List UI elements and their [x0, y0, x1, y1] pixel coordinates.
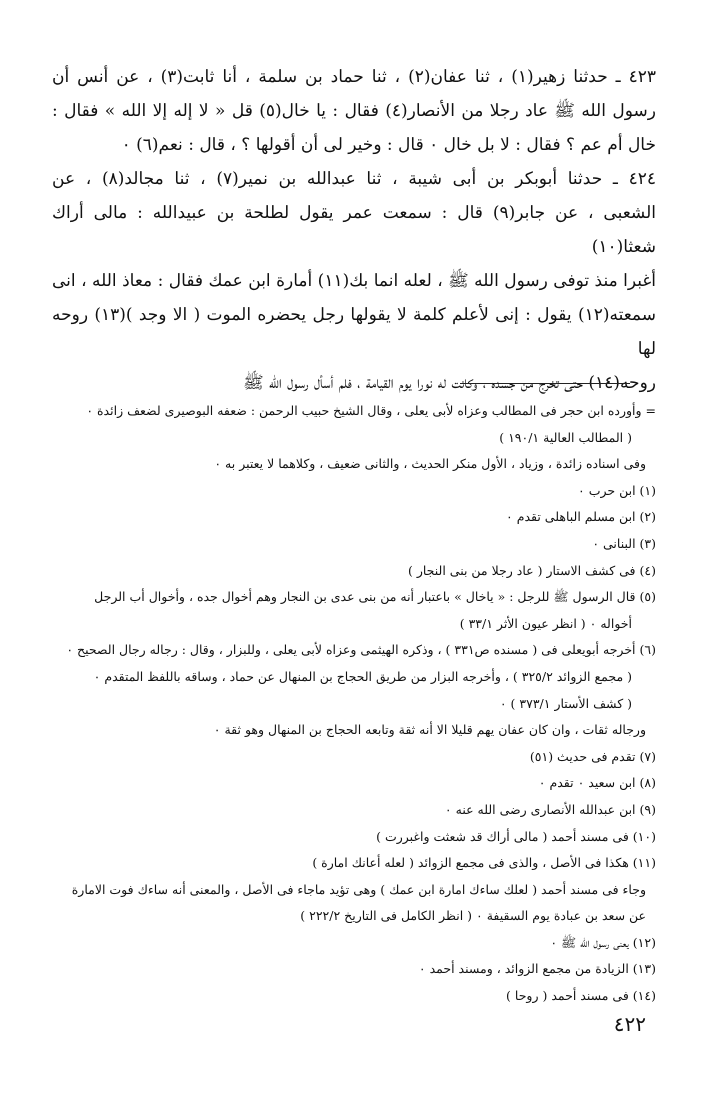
footnote-line: (٢) ابن مسلم الباهلى تقدم ٠ [506, 509, 656, 525]
footnote-line: (٦) أخرجه أبويعلى فى ( مسنده ص٣٣١ ) ، وذكره الهيثمى وعزاه لأبى يعلى ، وللبزار ، وقال : رجاله رجال الصحيح ٠ [66, 642, 656, 658]
footnote-line: أخواله ٠ ( انظر عيون الأثر ٣٣/١ ) [459, 615, 632, 631]
text-line: خال أم عم ؟ فقال : لا بل خال ٠ قال : وخير لى أن أقولها ؟ ، قال : نعم(٦) ٠ [121, 135, 656, 155]
text-line: روحه(١٤) حتى تخرج من جسده ، وكانت له نورا يوم القيامة ، فلم أسأل رسول الله ﷺ [243, 373, 656, 393]
footnote-line: (٨) ابن سعيد ٠ تقدم ٠ [538, 775, 656, 791]
footnote-line: (٣) البنانى ٠ [592, 535, 656, 551]
footnote-line: ( مجمع الزوائد ٣٢٥/٢ ) ، وأخرجه البزار من طريق الحجاج بن المنهال عن حماد ، وساقه باللفظ المتقدم ٠ [93, 668, 632, 684]
hadith-body-text [52, 60, 656, 400]
footnote-separator [460, 383, 630, 384]
footnote-line: وفى اسناده زائدة ، وزياد ، الأول منكر الحديث ، والثانى ضعيف ، وكلاهما لا يعتبر به ٠ [214, 456, 646, 472]
footnote-line: (٧) تقدم فى حديث (٥١) [529, 748, 656, 764]
text-line: ٤٢٤ ـ حدثنا أبوبكر بن أبى شيبة ، ثنا عبدالله بن نمير(٧) ، ثنا مجالد(٨) ، عن [52, 169, 656, 189]
footnote-line: ( كشف الأستار ٣٧٣/١ ) ٠ [499, 695, 632, 711]
footnote-line: (٩) ابن عبدالله الأنصارى رضى الله عنه ٠ [444, 801, 656, 817]
footnote-line: (١١) هكذا فى الأصل ، والذى فى مجمع الزوائد ( لعله أعانك امارة ) [312, 855, 656, 871]
text-line: ٤٢٣ ـ حدثنا زهير(١) ، ثنا عفان(٢) ، ثنا حماد بن سلمة ، أنا ثابت(٣) ، عن أنس أن [52, 67, 656, 87]
footnote-line: (١) ابن حرب ٠ [578, 482, 656, 498]
footnote-line: = وأورده ابن حجر فى المطالب وعزاه لأبى يعلى ، وقال الشيخ حبيب الرحمن : ضعفه البوصيرى لضعف زائدة ٠ [86, 403, 656, 418]
footnote-line: عن سعد بن عبادة يوم السقيفة ٠ ( انظر الكامل فى التاريخ ٢٢٢/٢ ) [300, 908, 646, 924]
footnote-line: (١٤) فى مسند أحمد ( روحا ) [506, 988, 656, 1004]
footnote-line: (١٠) فى مسند أحمد ( مالى أراك قد شعثت واغبررت ) [376, 828, 656, 844]
footnote-line: (٤) فى كشف الاستار ( عاد رجلا من بنى النجار ) [407, 562, 656, 578]
text-line: أغبرا منذ توفى رسول الله ﷺ ، لعله انما بك(١١) أمارة ابن عمك فقال : معاذ الله ، انى [52, 271, 657, 291]
page-number: ٤٢٢ [613, 1012, 646, 1036]
text-line: سمعته(١٢) يقول : إنى لأعلم كلمة لا يقولها رجل يحضره الموت ( الا وجد )(١٣) روحه لها [52, 305, 657, 359]
footnote-line: وجاء فى مسند أحمد ( لعلك ساءك امارة ابن عمك ) وهى تؤيد ماجاء فى الأصل ، والمعنى أنه ساءك فوت الامارة [71, 881, 646, 897]
text-line: الشعبى ، عن جابر(٩) قال : سمعت عمر يقول لطلحة بن عبيدالله : مالى أراك شعثا(١٠) [52, 203, 656, 257]
footnote-line: ورجاله ثقات ، وان كان عفان يهم قليلا الا أنه ثقة وتابعه الحجاج بن المنهال وهو ثقة ٠ [213, 722, 646, 738]
text-line: رسول الله ﷺ عاد رجلا من الأنصار(٤) فقال : يا خال(٥) قل « لا إله إلا الله » فقال : [52, 101, 656, 121]
footnotes-section [52, 398, 656, 1010]
footnote-line: (١٣) الزيادة من مجمع الزوائد ، ومسند أحمد ٠ [418, 961, 656, 977]
footnote-line: (٥) قال الرسول ﷺ للرجل : « ياخال » باعتبار أنه من بنى عدى بن النجار وهم أخوال جده ، وأخوال أب الرجل [94, 589, 656, 605]
footnote-line: (١٢) يعنى رسول الله ﷺ ٠ [550, 934, 656, 950]
footnote-line: ( المطالب العالية ١٩٠/١ ) [499, 429, 632, 445]
